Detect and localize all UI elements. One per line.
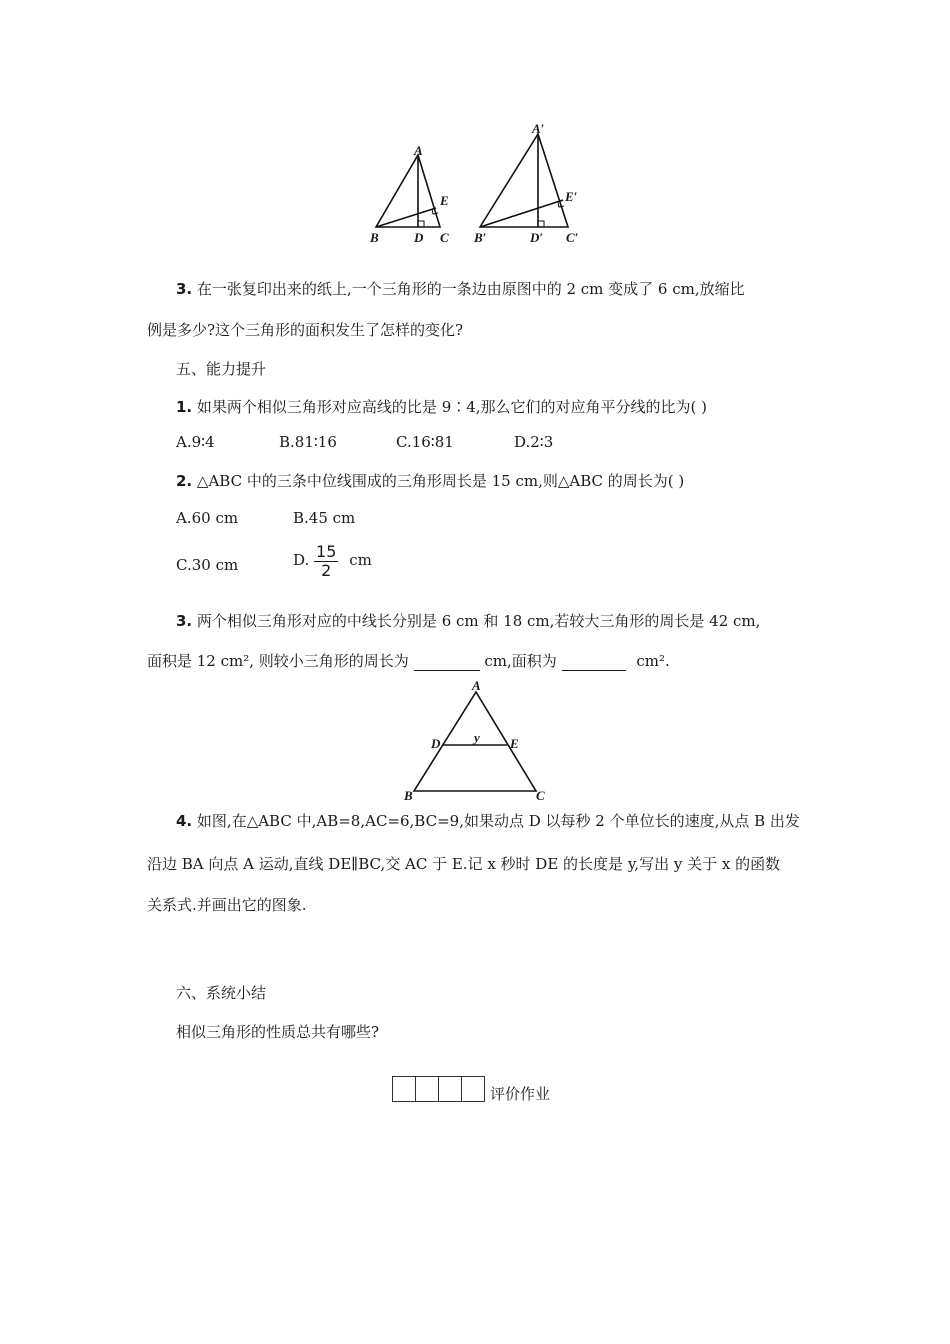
evaluation-boxes	[392, 1076, 485, 1102]
question-number: 3.	[176, 280, 193, 298]
label-y: y	[474, 730, 480, 745]
problem-2-option-b: B.45 cm	[293, 509, 356, 527]
label-a: A	[472, 678, 481, 693]
question-number: 3.	[176, 612, 193, 630]
label-d-prime: D′	[530, 230, 544, 245]
problem-2-option-a: A.60 cm	[176, 509, 239, 527]
answer-blank-area[interactable]	[562, 654, 626, 671]
problem-1: 1. 如果两个相似三角形对应高线的比是 9∶4,那么它们的对应角平分线的比为( )	[176, 398, 708, 416]
evaluation-label: 评价作业	[490, 1085, 551, 1103]
evaluation-box[interactable]	[461, 1076, 485, 1102]
problem-3-line2: 面积是 12 cm², 则较小三角形的周长为 cm,面积为 cm².	[147, 652, 670, 670]
problem-2: 2. △ABC 中的三条中位线围成的三角形周长是 15 cm,则△ABC 的周长为( )	[176, 472, 685, 490]
evaluation-box[interactable]	[415, 1076, 438, 1102]
section-heading-5: 五、能力提升	[176, 360, 267, 378]
label-b: B	[404, 788, 413, 803]
section-heading-6: 六、系统小结	[176, 984, 267, 1002]
problem-3-line1: 3. 两个相似三角形对应的中线长分别是 6 cm 和 18 cm,若较大三角形的周长是 42 cm,	[176, 612, 761, 630]
question-number: 4.	[176, 812, 193, 830]
question-number: 1.	[176, 398, 193, 416]
label-d: D	[414, 230, 424, 245]
problem-2-option-c: C.30 cm	[176, 556, 239, 574]
similar-triangles-figure	[360, 118, 600, 248]
problem-1-option-d: D.2∶3	[514, 433, 554, 451]
altitude-be-prime	[480, 200, 563, 227]
answer-blank-perimeter[interactable]	[414, 654, 480, 671]
problem-2-option-d: D. $\frac{15}{2}$ cm	[293, 542, 372, 580]
problem-1-option-b: B.81∶16	[279, 433, 337, 451]
triangle-de-parallel-figure	[400, 680, 560, 800]
label-a-prime: A′	[532, 121, 545, 136]
label-e-prime: E′	[565, 189, 578, 204]
label-b-prime: B′	[474, 230, 487, 245]
label-c: C	[536, 788, 545, 803]
summary-question: 相似三角形的性质总共有哪些?	[176, 1023, 380, 1041]
label-a: A	[414, 143, 423, 158]
label-e: E	[510, 736, 519, 751]
problem-4-line2: 沿边 BA 向点 A 运动,直线 DE∥BC,交 AC 于 E.记 x 秒时 DE 的长度是 y,写出 y 关于 x 的函数	[147, 855, 781, 873]
question-number: 2.	[176, 472, 193, 490]
label-c-prime: C′	[566, 230, 579, 245]
label-b: B	[370, 230, 379, 245]
question-3a-line2: 例是多少?这个三角形的面积发生了怎样的变化?	[147, 321, 464, 339]
label-e: E	[440, 193, 449, 208]
evaluation-box[interactable]	[392, 1076, 415, 1102]
evaluation-box[interactable]	[438, 1076, 461, 1102]
label-d: D	[431, 736, 441, 751]
problem-4-line3: 关系式.并画出它的图象.	[147, 896, 307, 914]
problem-1-option-c: C.16∶81	[396, 433, 454, 451]
problem-1-option-a: A.9∶4	[176, 433, 215, 451]
fraction: $\frac{15}{2}$	[316, 542, 337, 580]
label-c: C	[440, 230, 449, 245]
problem-4-line1: 4. 如图,在△ABC 中,AB=8,AC=6,BC=9,如果动点 D 以每秒 2 个单位长的速度,从点 B 出发	[176, 812, 800, 830]
question-3a-line1: 3. 在一张复印出来的纸上,一个三角形的一条边由原图中的 2 cm 变成了 6 cm,放缩比	[176, 280, 745, 298]
